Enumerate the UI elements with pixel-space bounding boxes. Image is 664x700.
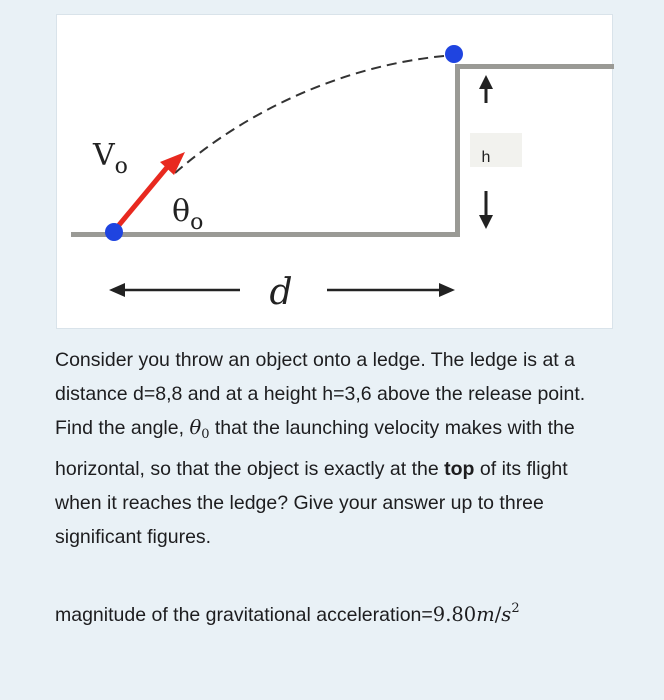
- trajectory-dashed-path: [175, 55, 455, 173]
- question-text: [55, 343, 615, 554]
- h-label: h: [481, 149, 491, 166]
- projectile-figure: [56, 14, 613, 329]
- gravity-note-text: magnitude of the gravitational acceleration=: [55, 604, 433, 626]
- gravity-value: 9.80: [432, 603, 477, 626]
- v0-letter: V: [93, 138, 115, 173]
- v0-label: [92, 138, 128, 179]
- d-label: d: [269, 272, 293, 313]
- start-ball: [105, 223, 123, 241]
- unit-meter: m: [476, 603, 495, 626]
- end-ball: [445, 45, 463, 63]
- unit-exponent: 2: [511, 601, 520, 616]
- question-emphasis-top: top: [444, 458, 475, 480]
- question-part-1: Consider you throw an object onto a ledge. The ledge is at a distance d=8,8 and at a height h=3,6 above the release point. Find the angle,: [55, 349, 586, 439]
- unit-slash: /: [494, 603, 502, 626]
- gravity-unit: [476, 603, 519, 626]
- theta-letter: θ: [172, 194, 191, 229]
- h-up-arrow-head: [479, 75, 493, 89]
- theta0-symbol: [189, 416, 210, 442]
- question-part-2: that the launching velocity makes with the horizontal, so that the object is exactly at the: [55, 417, 575, 480]
- theta-symbol-subscript: 0: [201, 427, 210, 442]
- gravity-note: [55, 593, 615, 631]
- d-right-arrow-head: [439, 283, 455, 297]
- ledge-top: [457, 64, 614, 69]
- question-part-3: of its flight when it reaches the ledge? Give your answer up to three significant figures.: [55, 458, 568, 548]
- ground-line: [71, 232, 457, 237]
- projectile-diagram: [57, 15, 614, 330]
- h-label-box: [470, 133, 522, 167]
- unit-second: s: [501, 603, 512, 626]
- h-down-arrow-head: [479, 215, 493, 229]
- ledge-wall: [455, 64, 460, 237]
- d-left-arrow-head: [109, 283, 125, 297]
- theta0-label: [172, 194, 203, 235]
- theta-symbol: θ: [189, 416, 202, 439]
- theta-subscript: o: [190, 210, 204, 235]
- v0-subscript: o: [114, 154, 128, 179]
